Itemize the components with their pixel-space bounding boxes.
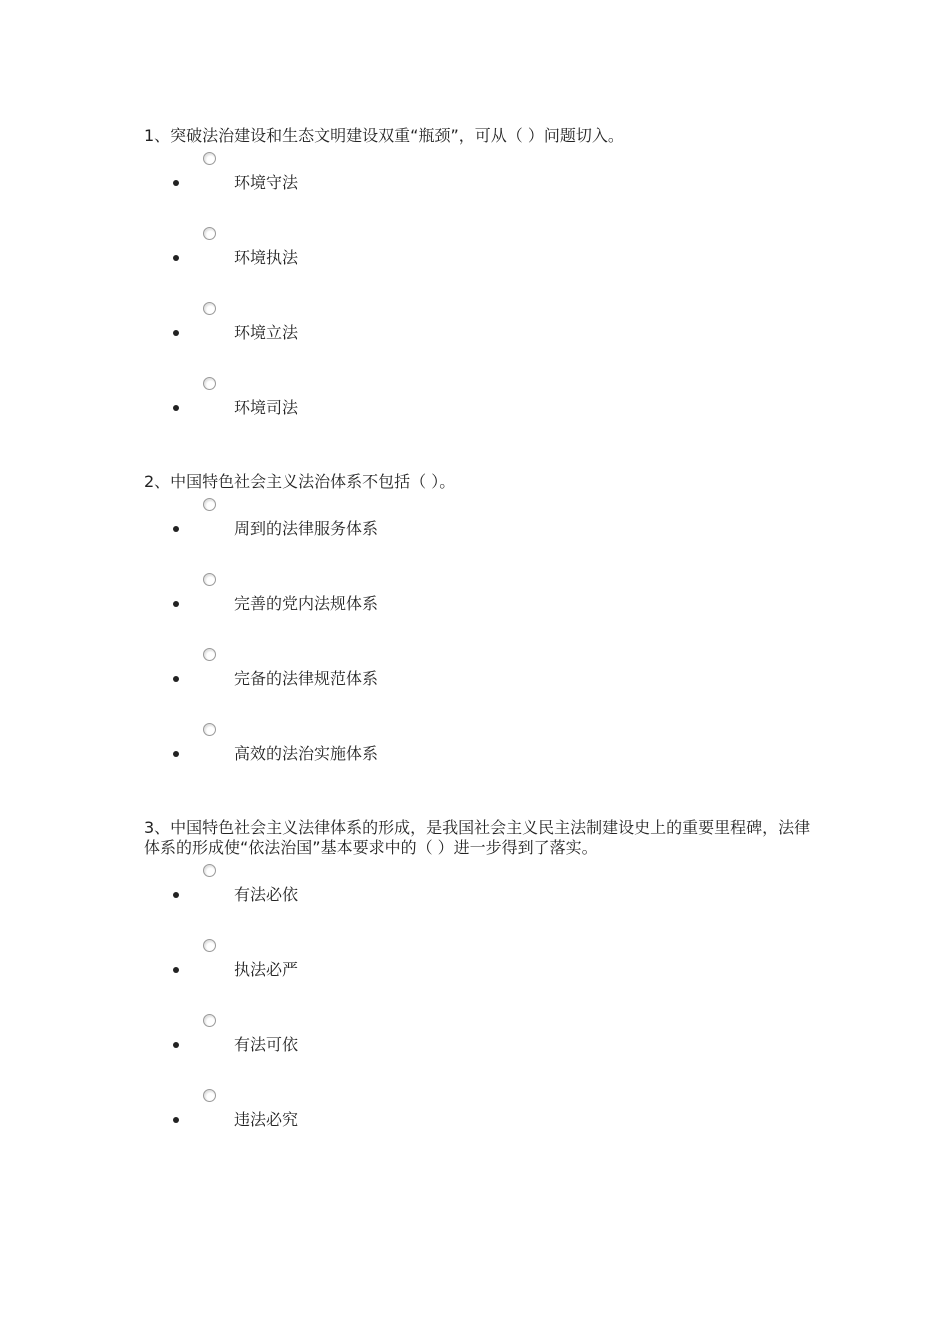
radio-button[interactable] <box>203 864 216 877</box>
option-list <box>144 492 824 792</box>
option-item[interactable] <box>144 1008 824 1083</box>
option-label[interactable]: 有法可依 <box>234 1035 299 1054</box>
option-item[interactable] <box>144 371 824 446</box>
radio-button[interactable] <box>203 152 216 165</box>
option-item[interactable] <box>144 933 824 1008</box>
option-label[interactable]: 完善的党内法规体系 <box>234 594 379 613</box>
question-1 <box>144 126 824 446</box>
bullet-icon <box>173 1042 179 1048</box>
radio-button[interactable] <box>203 648 216 661</box>
bullet-icon <box>173 751 179 757</box>
option-item[interactable] <box>144 296 824 371</box>
radio-button[interactable] <box>203 1089 216 1102</box>
question-text: 2、中国特色社会主义法治体系不包括（ ）。 <box>144 472 456 491</box>
option-list <box>144 146 824 446</box>
bullet-icon <box>173 255 179 261</box>
radio-button[interactable] <box>203 498 216 511</box>
option-label[interactable]: 环境守法 <box>234 173 299 192</box>
option-label[interactable]: 完备的法律规范体系 <box>234 669 379 688</box>
bullet-icon <box>173 601 179 607</box>
option-item[interactable] <box>144 146 824 221</box>
question-3 <box>144 818 824 1158</box>
radio-button[interactable] <box>203 939 216 952</box>
bullet-icon <box>173 676 179 682</box>
bullet-icon <box>173 526 179 532</box>
radio-button[interactable] <box>203 302 216 315</box>
option-label[interactable]: 执法必严 <box>234 960 299 979</box>
option-item[interactable] <box>144 492 824 567</box>
option-item[interactable] <box>144 642 824 717</box>
option-label[interactable]: 环境立法 <box>234 323 299 342</box>
option-label[interactable]: 违法必究 <box>234 1110 299 1129</box>
option-item[interactable] <box>144 858 824 933</box>
option-list <box>144 858 824 1158</box>
radio-button[interactable] <box>203 227 216 240</box>
bullet-icon <box>173 1117 179 1123</box>
bullet-icon <box>173 892 179 898</box>
option-item[interactable] <box>144 221 824 296</box>
option-label[interactable]: 环境司法 <box>234 398 299 417</box>
option-item[interactable] <box>144 717 824 792</box>
option-label[interactable]: 有法必依 <box>234 885 299 904</box>
question-2 <box>144 472 824 792</box>
question-text: 1、突破法治建设和生态文明建设双重“瓶颈”，可从（ ）问题切入。 <box>144 126 624 145</box>
bullet-icon <box>173 967 179 973</box>
option-label[interactable]: 环境执法 <box>234 248 299 267</box>
bullet-icon <box>173 180 179 186</box>
option-label[interactable]: 周到的法律服务体系 <box>234 519 379 538</box>
bullet-icon <box>173 330 179 336</box>
radio-button[interactable] <box>203 573 216 586</box>
radio-button[interactable] <box>203 723 216 736</box>
question-text: 3、中国特色社会主义法律体系的形成，是我国社会主义民主法制建设史上的重要里程碑，法律体系的形成使“依法治国”基本要求中的（ ）进一步得到了落实。 <box>144 818 811 857</box>
option-item[interactable] <box>144 1083 824 1158</box>
option-item[interactable] <box>144 567 824 642</box>
bullet-icon <box>173 405 179 411</box>
option-label[interactable]: 高效的法治实施体系 <box>234 744 379 763</box>
radio-button[interactable] <box>203 377 216 390</box>
radio-button[interactable] <box>203 1014 216 1027</box>
